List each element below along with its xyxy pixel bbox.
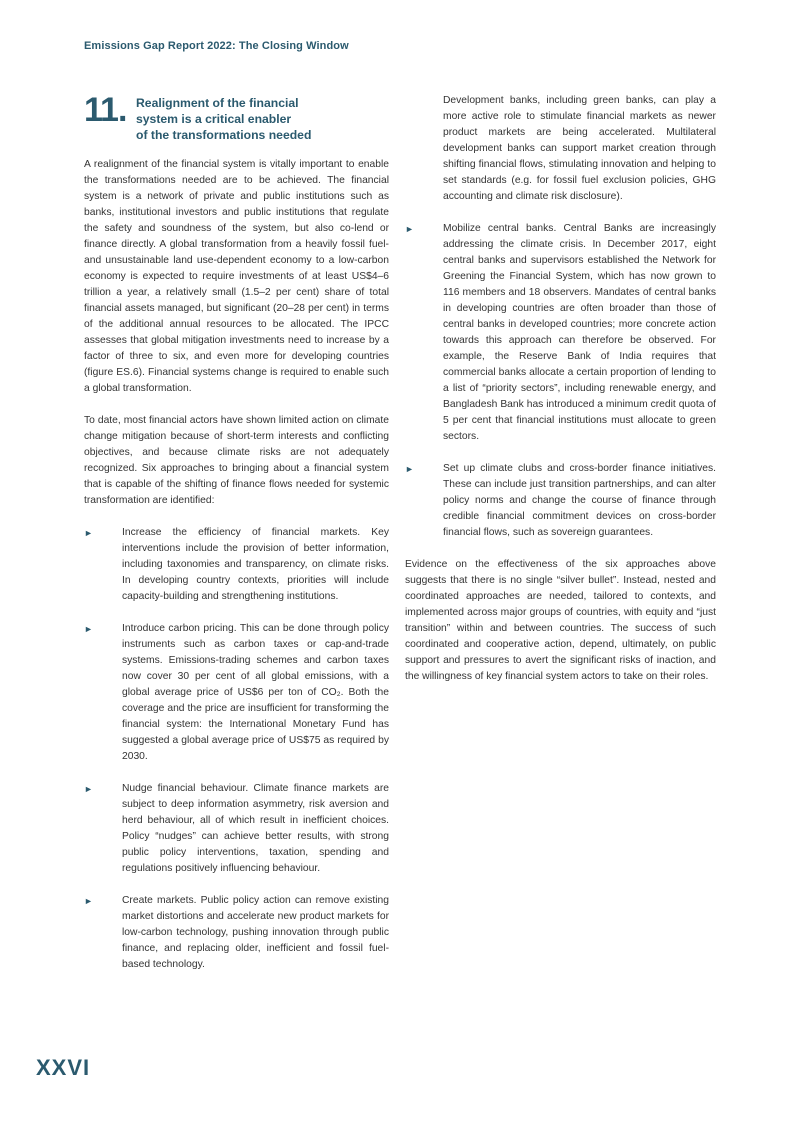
bullet-text: Increase the efficiency of financial markets. Key interventions include the provision of better information, including taxonomies and transparency, on climate risks. In developing country contexts, priorities will include capacity-building and strengthening institutions. <box>122 527 389 602</box>
bullet-text: Nudge financial behaviour. Climate finance markets are subject to deep information asymmetry, risk aversion and herd behaviour, all of which result in inefficient choices. Policy “nudges” can achieve better results, with strong public policy interventions, taxation, spending and regulations positively influencing behaviour. <box>122 783 389 874</box>
bullet-text: Introduce carbon pricing. This can be done through policy instruments such as carbon taxes or cap-and-trade systems. Emissions-trading schemes and carbon taxes now cover 30 per cent of all global emissions, with a global average price of US$6 per ton of CO₂. Both the coverage and the price are insufficient for transforming the financial system: the International Monetary Fund has suggested a global average price of US$75 as required by 2030. <box>122 623 389 762</box>
bullet-arrow-icon: ► <box>84 784 93 794</box>
bullet-item <box>405 221 716 445</box>
bullet-arrow-icon: ► <box>84 624 93 634</box>
section-title-line: system is a critical enabler <box>136 112 292 126</box>
left-column <box>84 93 389 973</box>
bullet-text: Create markets. Public policy action can remove existing market distortions and accelerate new product markets for low-carbon technology, pushing innovation through public finance, and replacing older, inefficient and fossil fuel-based technology. <box>122 895 389 970</box>
section-title <box>136 95 311 143</box>
bullet-text: Mobilize central banks. Central Banks are increasingly addressing the climate crisis. In December 2017, eight central banks and supervisors established the Network for Greening the Financial System, which has now grown to 116 members and 18 observers. Mandates of central banks in developing countries are often broader than those of central banks in developed countries; more concrete action towards this approach can therefore be observed. For example, the Reserve Bank of India requires that commercial banks allocate a certain proportion of lending to a list of “priority sectors”, including renewable energy, and Bangladesh Bank has introduced a minimum credit quota of 5 per cent that financial institutions must allocate to green sectors. <box>443 223 716 442</box>
bullet-item <box>84 893 389 973</box>
bullet-item <box>405 461 716 541</box>
running-header: Emissions Gap Report 2022: The Closing Window <box>84 40 349 52</box>
section-heading <box>84 93 389 157</box>
bullet-continuation: Development banks, including green banks, can play a more active role to stimulate financial markets as newer product markets are being accelerated. Multilateral development banks can support market creation through shifting financial flows, stimulating innovation and helping to set standards (e.g. for fossil fuel exclusion policies, GHG accounting and climate risk disclosure). <box>443 95 716 202</box>
page-number: XXVI <box>36 1055 91 1080</box>
paragraph-evidence: Evidence on the effectiveness of the six approaches above suggests that there is no single “silver bullet”. Instead, nested and coordinated approaches are needed, tailored to contexts, and implemented across major groups of countries, with equity and “just transition” within and between countries. The success of such coordinated and cooperative action, depend, ultimately, on public support and pressures to avert the significant risks of inaction, and the willingness of key financial system actors to take on their roles. <box>405 559 716 682</box>
bullet-arrow-icon: ► <box>84 896 93 906</box>
paragraph-approaches: To date, most financial actors have shown limited action on climate change mitigation because of short-term interests and conflicting objectives, and because climate risks are not adequately recognized. Six approaches to bringing about a financial system that is capable of the shifting of finance flows needed for systemic transformation are identified: <box>84 415 389 506</box>
bullet-item <box>84 525 389 605</box>
bullet-text: Set up climate clubs and cross-border finance initiatives. These can include just transition partnerships, and can alter policy norms and change the course of finance through credible financial commitment devices on cross-border financial flows, such as sovereign guarantees. <box>443 463 716 538</box>
section-number: 11. <box>84 91 127 129</box>
bullet-item <box>84 781 389 877</box>
bullet-arrow-icon: ► <box>405 224 414 234</box>
bullet-arrow-icon: ► <box>84 528 93 538</box>
right-column <box>405 93 716 685</box>
paragraph-intro: A realignment of the financial system is vitally important to enable the transformations needed are to be achieved. The financial system is a network of private and public institutions such as banks, institutional investors and public institutions that regulate the safety and soundness of the system, but also co-lend or finance directly. A global transformation from a heavily fossil fuel- and unsustainable land use-dependent economy to a low-carbon economy is expected to require investments of at least US$4–6 trillion a year, a relatively small (1.5–2 per cent) share of total financial assets managed, but significant (20–28 per cent) in terms of the additional annual resources to be allocated. The IPCC assesses that global mitigation investments need to increase by a factor of three to six, and even more for developing countries (figure ES.6). Financial systems change is required to enable such a global transformation. <box>84 159 389 394</box>
section-title-line: Realignment of the financial <box>136 96 299 110</box>
bullet-item <box>84 621 389 765</box>
bullet-arrow-icon: ► <box>405 464 414 474</box>
section-title-line: of the transformations needed <box>136 128 312 142</box>
